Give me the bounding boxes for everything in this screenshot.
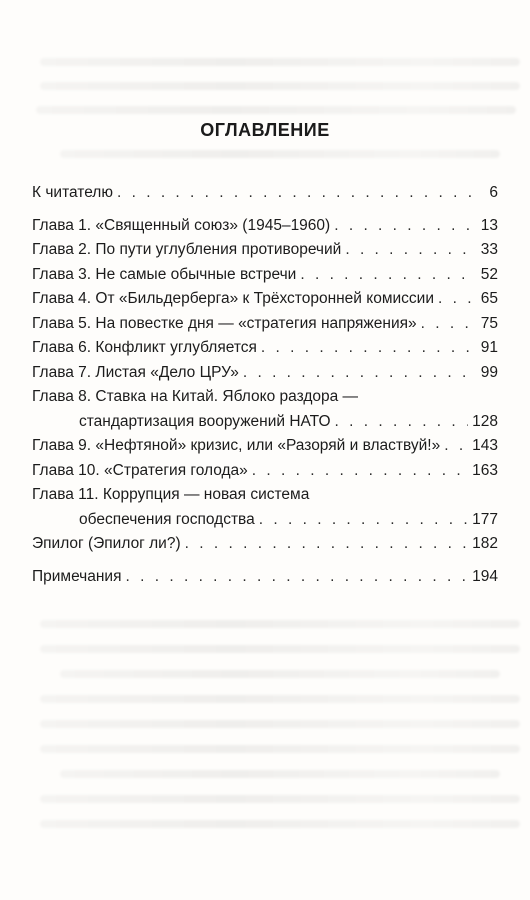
bleed-through-line (60, 770, 500, 778)
dot-leader (334, 214, 472, 239)
table-of-contents (32, 181, 498, 589)
toc-entry-label: Глава 4. От «Бильдерберга» к Трёхсторонней комиссии (32, 290, 434, 307)
bleed-through-line (40, 620, 520, 628)
toc-entry-page: 143 (472, 437, 498, 454)
toc-entry (32, 312, 498, 337)
dot-leader (126, 565, 469, 590)
toc-entry-page: 52 (480, 265, 498, 283)
dot-leader (252, 459, 468, 484)
toc-entry-label: Глава 10. «Стратегия голода» (32, 461, 248, 479)
dot-leader (438, 287, 472, 312)
bleed-through-line (40, 645, 520, 653)
dot-leader (345, 238, 472, 263)
toc-entry-page: 194 (472, 567, 498, 585)
dot-leader (335, 410, 469, 435)
dot-leader (117, 181, 472, 206)
toc-entry-page: 65 (480, 290, 498, 307)
toc-entry-page: 163 (472, 461, 498, 479)
toc-entry (32, 361, 498, 386)
toc-entry (32, 336, 498, 361)
toc-entry-page: 75 (480, 314, 498, 332)
toc-entry-label: Глава 5. На повестке дня — «стратегия напряжения» (32, 314, 417, 332)
toc-entry-label: Глава 7. Листая «Дело ЦРУ» (32, 363, 239, 381)
toc-entry (32, 181, 498, 206)
toc-entry (32, 459, 498, 484)
toc-entry-label: Глава 6. Конфликт углубляется (32, 339, 257, 356)
dot-leader (261, 336, 472, 361)
bleed-through-line (60, 150, 500, 158)
toc-entry-label: Глава 1. «Священный союз» (1945–1960) (32, 216, 331, 234)
toc-entry-label-line1: Глава 11. Коррупция — новая система (32, 486, 310, 503)
toc-entry-label: Эпилог (Эпилог ли?) (32, 535, 181, 552)
toc-entry-label-line1: Глава 8. Ставка на Китай. Яблоко раздора — (32, 388, 359, 405)
toc-entry-label: Глава 3. Не самые обычные встречи (32, 265, 297, 283)
toc-entry (32, 214, 498, 239)
dot-leader (185, 532, 468, 557)
bleed-through-line (40, 58, 520, 66)
toc-entry (32, 565, 498, 590)
dot-leader (300, 263, 472, 288)
toc-entry-label: Глава 2. По пути углубления противоречий (32, 241, 342, 258)
toc-entry-label: стандартизация вооружений НАТО (79, 412, 331, 430)
bleed-through-line (40, 745, 520, 753)
bleed-through-line (40, 695, 520, 703)
bleed-through-line (60, 670, 500, 678)
toc-entry (32, 532, 498, 557)
toc-entry-page: 177 (472, 510, 498, 528)
toc-entry-label: К читателю (32, 184, 113, 201)
dot-leader (243, 361, 472, 386)
toc-entry-label: Примечания (32, 567, 122, 585)
toc-entry-page: 13 (480, 216, 498, 234)
dot-leader (444, 434, 468, 459)
toc-entry-page: 6 (489, 184, 498, 201)
toc-entry (32, 263, 498, 288)
toc-title: ОГЛАВЛЕНИЕ (200, 120, 330, 140)
bleed-through-line (40, 720, 520, 728)
bleed-through-line (40, 795, 520, 803)
toc-entry (32, 238, 498, 263)
toc-entry-label: Глава 9. «Нефтяной» кризис, или «Разоряй и властвуй!» (32, 437, 441, 454)
bleed-through-line (40, 82, 520, 90)
toc-entry-label: обеспечения господства (79, 510, 255, 528)
toc-entry (32, 410, 498, 435)
toc-entry-page: 128 (472, 412, 498, 430)
toc-entry-page: 182 (472, 535, 498, 552)
toc-entry-page: 91 (480, 339, 498, 356)
toc-entry-page: 99 (480, 363, 498, 381)
toc-entry (32, 287, 498, 312)
dot-leader (421, 312, 472, 337)
toc-entry-page: 33 (480, 241, 498, 258)
toc-entry (32, 508, 498, 533)
bleed-through-line (36, 106, 516, 114)
toc-entry (32, 434, 498, 459)
bleed-through-line (40, 820, 520, 828)
dot-leader (259, 508, 468, 533)
